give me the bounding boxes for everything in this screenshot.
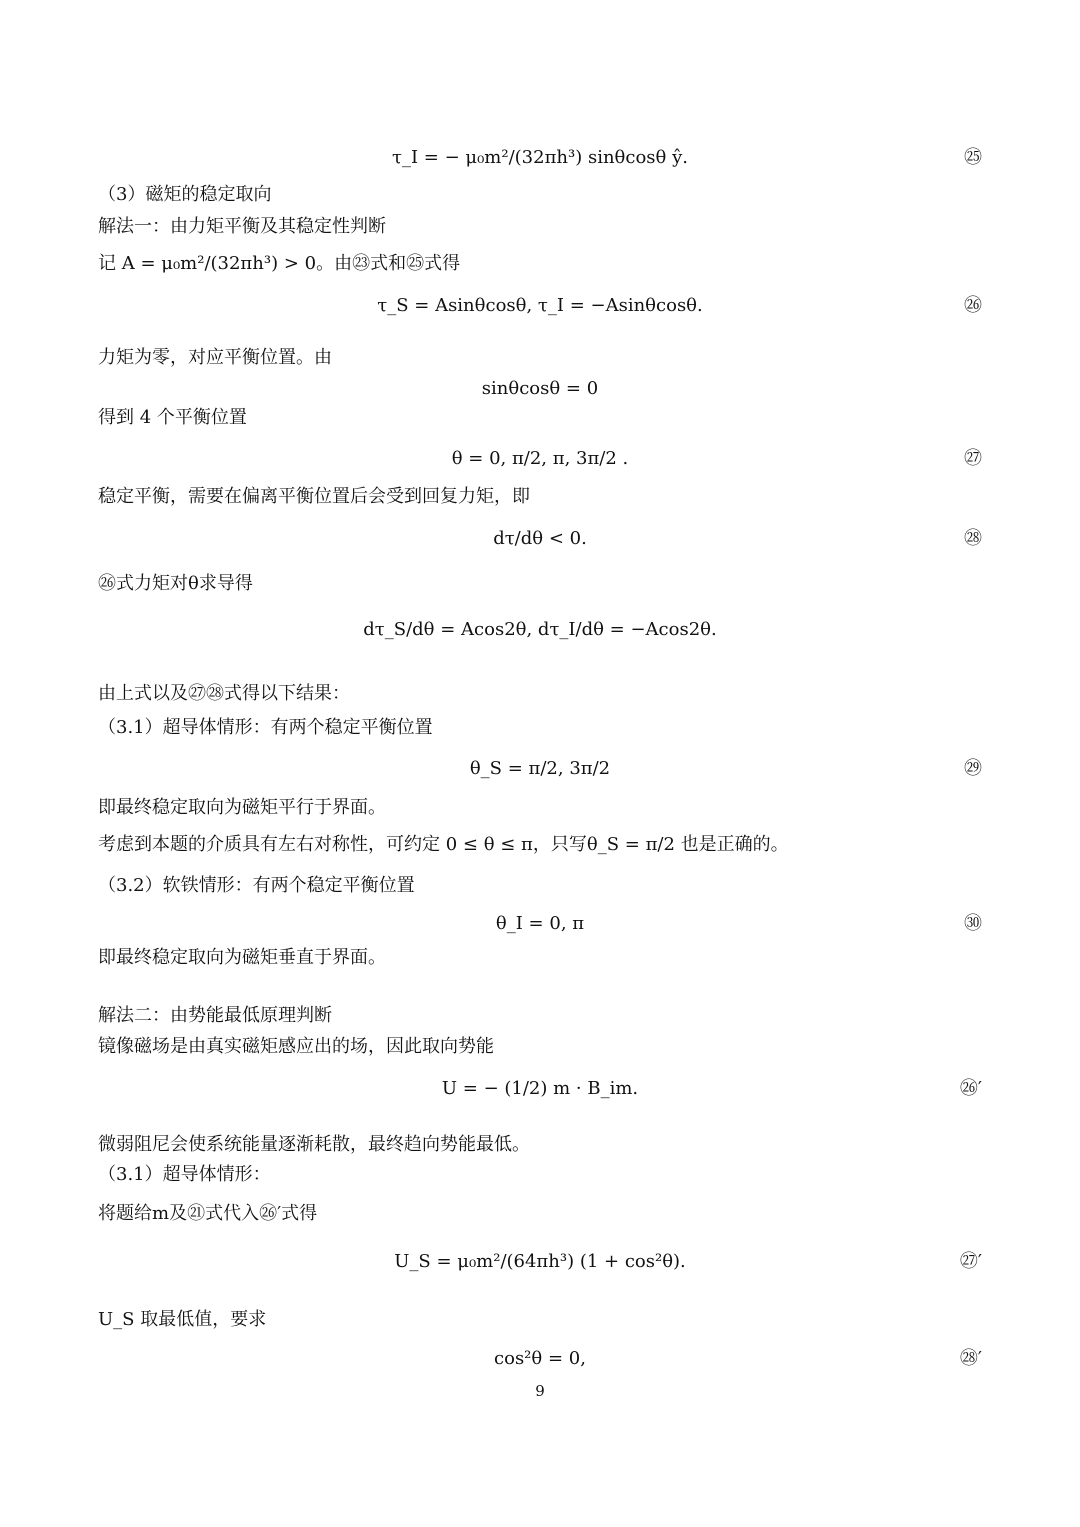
equation-number-t28: ㉘ [964,528,982,549]
text-line-p3: 得到 4 个平衡位置 [98,407,247,428]
text-line-s1: 解法一：由力矩平衡及其稳定性判断 [98,216,386,237]
equation-eq30: θ_I = 0, π [495,913,585,934]
text-line-h3: （3）磁矩的稳定取向 [98,184,272,205]
text-line-p4: 稳定平衡，需要在偏离平衡位置后会受到回复力矩，即 [98,486,530,507]
text-line-p1: 记 A = μ₀m²/(32πh³) > 0。由㉓式和㉕式得 [98,253,461,274]
text-line-p5: ㉖式力矩对θ求导得 [98,573,253,594]
text-line-p16: U_S 取最低值，要求 [98,1309,267,1330]
equation-number-t30: ㉚ [964,913,982,934]
text-line-s2: 解法二：由势能最低原理判断 [98,1005,332,1026]
text-line-p12: 镜像磁场是由真实磁矩感应出的场，因此取向势能 [98,1036,494,1057]
equation-eq27p: U_S = μ₀m²/(64πh³) (1 + cos²θ). [394,1251,686,1272]
equation-eq26: τ_S = Asinθcosθ, τ_I = −Asinθcosθ. [377,295,703,316]
text-line-p8: 即最终稳定取向为磁矩平行于界面。 [98,797,386,818]
equation-number-t27: ㉗ [964,448,982,469]
equation-eq25: τ_I = − μ₀m²/(32πh³) sinθcosθ ŷ. [392,147,688,168]
text-line-p2: 力矩为零，对应平衡位置。由 [98,347,332,368]
equation-eq28p: cos²θ = 0, [494,1348,586,1369]
equation-number-t27p: ㉗′ [959,1251,982,1272]
equation-number-t26p: ㉖′ [959,1078,982,1099]
equation-eq28: dτ/dθ < 0. [493,528,587,549]
equation-eq29: θ_S = π/2, 3π/2 [469,758,611,779]
equation-eqB: dτ_S/dθ = Acos2θ, dτ_I/dθ = −Acos2θ. [363,619,717,640]
equation-number-t28p: ㉘′ [959,1348,982,1369]
text-line-p14: （3.1）超导体情形： [98,1164,271,1185]
text-line-p11: 即最终稳定取向为磁矩垂直于界面。 [98,947,386,968]
equation-number-t26: ㉖ [964,295,982,316]
page-number: 9 [535,1382,545,1400]
equation-number-t29: ㉙ [964,758,982,779]
text-line-p7: （3.1）超导体情形：有两个稳定平衡位置 [98,717,433,738]
equation-eq27: θ = 0, π/2, π, 3π/2 . [451,448,629,469]
text-line-p6: 由上式以及㉗㉘式得以下结果： [98,683,350,704]
equation-eq26p: U = − (1/2) m · B_im. [441,1078,639,1099]
text-line-p15: 将题给m及㉑式代入㉖′式得 [98,1203,318,1224]
text-line-p10: （3.2）软铁情形：有两个稳定平衡位置 [98,875,415,896]
text-line-p9: 考虑到本题的介质具有左右对称性，可约定 0 ≤ θ ≤ π，只写θ_S = π/2 也是正确的。 [98,834,789,855]
text-line-p13: 微弱阻尼会使系统能量逐渐耗散，最终趋向势能最低。 [98,1134,530,1155]
equation-eqA: sinθcosθ = 0 [481,378,599,399]
equation-number-t25: ㉕ [964,147,982,168]
